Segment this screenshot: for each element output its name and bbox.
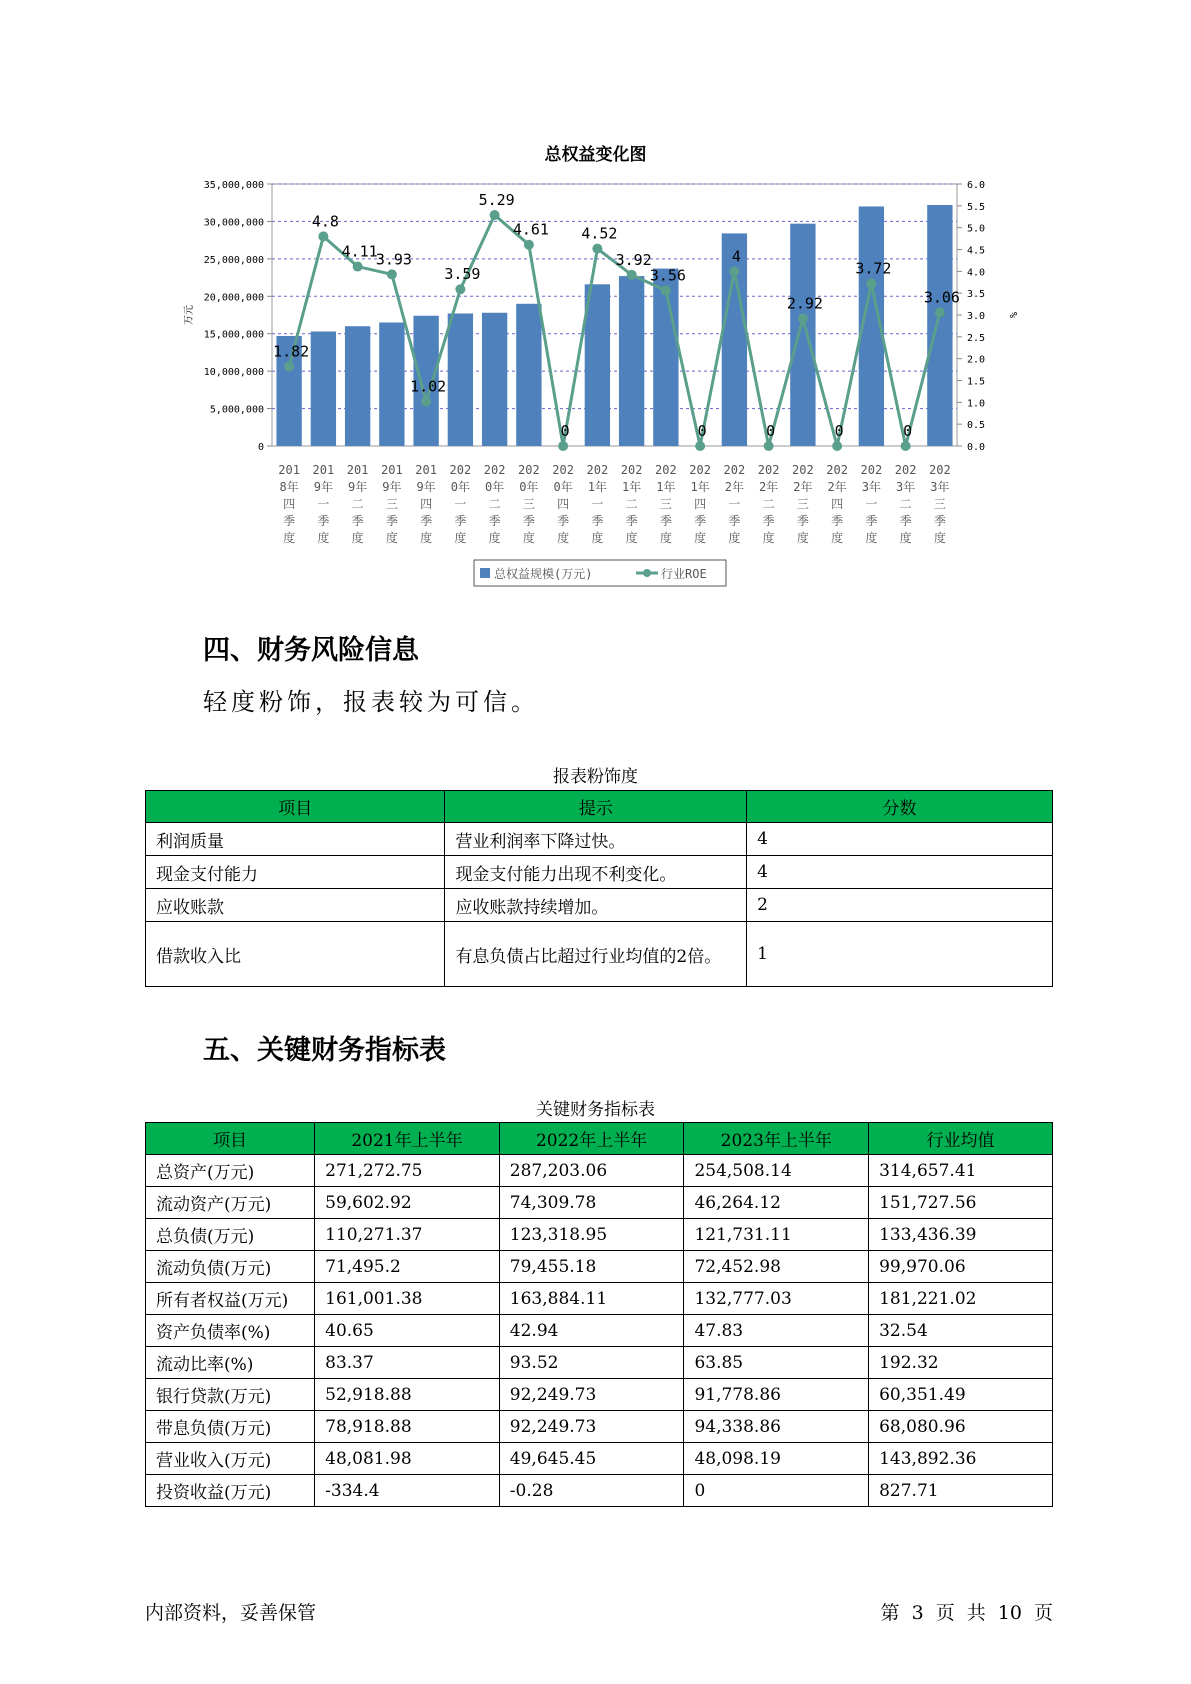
table-row xyxy=(146,1347,1053,1379)
x-tick-label: 0年 xyxy=(519,480,539,494)
x-tick-label: 201 xyxy=(346,463,369,477)
x-tick-label: 9年 xyxy=(348,480,368,494)
roe-data-label: 3.72 xyxy=(855,259,892,278)
table-row xyxy=(146,856,1053,889)
roe-point xyxy=(695,441,705,451)
table-header-cell: 分数 xyxy=(747,791,1053,823)
x-tick-label: 季 xyxy=(591,514,604,528)
x-tick-label: 三 xyxy=(385,497,398,511)
x-tick-label: 202 xyxy=(449,463,472,477)
x-tick-label: 季 xyxy=(831,514,844,528)
x-tick-label: 一 xyxy=(865,497,878,511)
x-tick-label: 二 xyxy=(351,497,364,511)
bar xyxy=(516,304,541,446)
x-tick-label: 一 xyxy=(728,497,741,511)
x-tick-label: 季 xyxy=(899,514,912,528)
table-cell: 42.94 xyxy=(499,1315,684,1347)
table-cell: 48,081.98 xyxy=(315,1443,500,1475)
table-cell: 110,271.37 xyxy=(315,1219,500,1251)
table-cell: 123,318.95 xyxy=(499,1219,684,1251)
x-tick-label: 201 xyxy=(415,463,437,477)
table-cell: 99,970.06 xyxy=(869,1251,1053,1283)
x-tick-label: 一 xyxy=(591,497,604,511)
table-cell: 利润质量 xyxy=(146,823,445,856)
x-tick-label: 二 xyxy=(625,497,638,511)
x-tick-label: 度 xyxy=(351,531,364,545)
x-tick-label: 三 xyxy=(796,497,809,511)
x-tick-label: 202 xyxy=(655,463,677,477)
y-tick-label: 5,000,000 xyxy=(209,404,264,416)
table-cell: 74,309.78 xyxy=(499,1187,684,1219)
table-cell: 流动比率(%) xyxy=(146,1347,315,1379)
roe-point xyxy=(353,262,363,272)
table-header-cell: 项目 xyxy=(146,1123,315,1155)
table-row xyxy=(146,1187,1053,1219)
x-tick-label: 一 xyxy=(317,497,330,511)
x-tick-label: 度 xyxy=(762,531,775,545)
y-tick-label: 0 xyxy=(257,442,264,453)
table-cell: 1 xyxy=(747,922,1053,987)
table-cell: 72,452.98 xyxy=(684,1251,869,1283)
x-tick-label: 度 xyxy=(728,531,741,545)
table-header-cell: 2022年上半年 xyxy=(499,1123,684,1155)
x-tick-label: 0年 xyxy=(485,480,505,494)
table-cell: 48,098.19 xyxy=(684,1443,869,1475)
x-tick-label: 度 xyxy=(625,531,638,545)
bar xyxy=(482,313,507,446)
table-cell: 营业利润率下降过快。 xyxy=(445,823,747,856)
x-tick-label: 3年 xyxy=(896,480,916,494)
table-row xyxy=(146,1251,1053,1283)
roe-data-label: 2.92 xyxy=(786,294,823,313)
x-tick-label: 度 xyxy=(591,531,604,545)
roe-data-label: 1.02 xyxy=(410,377,447,396)
roe-point xyxy=(455,284,465,294)
x-tick-label: 三 xyxy=(522,497,535,511)
table-cell: 4 xyxy=(747,856,1053,889)
y2-tick-label: 5.0 xyxy=(967,223,986,235)
table-cell: -0.28 xyxy=(499,1475,684,1507)
y2-tick-label: 2.5 xyxy=(967,332,986,344)
x-tick-label: 201 xyxy=(312,463,335,477)
roe-data-label: 4.52 xyxy=(581,224,618,243)
x-tick-label: 9年 xyxy=(382,480,402,494)
table-header-cell: 项目 xyxy=(146,791,445,823)
table-cell: 133,436.39 xyxy=(869,1219,1053,1251)
x-tick-label: 9年 xyxy=(313,480,333,494)
x-tick-label: 202 xyxy=(723,463,746,477)
x-tick-label: 二 xyxy=(762,497,775,511)
table-cell: 161,001.38 xyxy=(315,1283,500,1315)
x-tick-label: 季 xyxy=(351,514,364,528)
x-tick-label: 度 xyxy=(385,531,398,545)
table-cell: 93.52 xyxy=(499,1347,684,1379)
bar xyxy=(379,322,404,446)
bar xyxy=(311,331,336,446)
table-header-cell: 提示 xyxy=(445,791,747,823)
legend-line-marker xyxy=(643,569,651,577)
table-cell: 121,731.11 xyxy=(684,1219,869,1251)
x-tick-label: 季 xyxy=(385,514,398,528)
table-cell: -334.4 xyxy=(315,1475,500,1507)
x-tick-label: 度 xyxy=(283,531,296,545)
x-tick-label: 度 xyxy=(488,531,501,545)
roe-point xyxy=(558,441,568,451)
legend-bar-label: 总权益规模(万元) xyxy=(494,567,593,581)
table-cell: 流动负债(万元) xyxy=(146,1251,315,1283)
table-cell: 163,884.11 xyxy=(499,1283,684,1315)
y-tick-label: 30,000,000 xyxy=(203,217,264,229)
x-tick-label: 度 xyxy=(796,531,809,545)
plot-frame xyxy=(272,184,957,446)
y-tick-label: 20,000,000 xyxy=(203,292,264,304)
x-tick-label: 度 xyxy=(659,531,672,545)
table-cell: 49,645.45 xyxy=(499,1443,684,1475)
table-row xyxy=(146,1155,1053,1187)
x-tick-label: 季 xyxy=(694,514,707,528)
x-tick-label: 202 xyxy=(689,463,711,477)
roe-data-label: 4.8 xyxy=(311,212,339,231)
table-cell: 47.83 xyxy=(684,1315,869,1347)
x-tick-label: 0年 xyxy=(450,480,470,494)
table-row xyxy=(146,1475,1053,1507)
table-cell: 所有者权益(万元) xyxy=(146,1283,315,1315)
x-tick-label: 四 xyxy=(831,497,844,511)
x-tick-label: 度 xyxy=(933,531,946,545)
table-cell: 92,249.73 xyxy=(499,1411,684,1443)
roe-data-label: 4.11 xyxy=(341,242,378,261)
roe-point xyxy=(490,210,500,220)
roe-data-label: 4 xyxy=(731,247,741,266)
table-cell: 92,249.73 xyxy=(499,1379,684,1411)
table-row xyxy=(146,889,1053,922)
table-cell: 78,918.88 xyxy=(315,1411,500,1443)
x-tick-label: 季 xyxy=(488,514,501,528)
roe-point xyxy=(935,307,945,317)
kpi-table-caption: 关键财务指标表 xyxy=(536,1100,655,1120)
x-tick-label: 度 xyxy=(454,531,467,545)
table-row xyxy=(146,823,1053,856)
roe-data-label: 0 xyxy=(903,422,913,440)
risk-table xyxy=(145,790,1053,987)
chart-title: 总权益变化图 xyxy=(544,145,647,165)
x-tick-label: 201 xyxy=(278,463,300,477)
y2-tick-label: 1.5 xyxy=(967,376,986,388)
x-tick-label: 四 xyxy=(557,497,570,511)
roe-point xyxy=(387,269,397,279)
x-tick-label: 201 xyxy=(381,463,403,477)
table-cell: 83.37 xyxy=(315,1347,500,1379)
table-cell: 投资收益(万元) xyxy=(146,1475,315,1507)
table-cell: 有息负债占比超过行业均值的2倍。 xyxy=(445,922,747,987)
x-tick-label: 202 xyxy=(586,463,609,477)
x-tick-label: 四 xyxy=(420,497,433,511)
x-tick-label: 三 xyxy=(659,497,672,511)
roe-data-label: 0 xyxy=(766,422,776,440)
x-tick-label: 季 xyxy=(762,514,775,528)
y2-tick-label: 6.0 xyxy=(967,180,986,191)
roe-data-label: 0 xyxy=(560,422,570,440)
legend-line-label: 行业ROE xyxy=(661,567,707,581)
y2-tick-label: 1.0 xyxy=(967,398,986,410)
y2-tick-label: 3.0 xyxy=(967,311,986,322)
table-cell: 借款收入比 xyxy=(146,922,445,987)
roe-point xyxy=(866,279,876,289)
table-cell: 254,508.14 xyxy=(684,1155,869,1187)
x-tick-label: 季 xyxy=(728,514,741,528)
y-tick-label: 10,000,000 xyxy=(203,367,264,379)
roe-data-label: 3.93 xyxy=(375,250,412,269)
table-cell: 181,221.02 xyxy=(869,1283,1053,1315)
table-cell: 应收账款持续增加。 xyxy=(445,889,747,922)
roe-point xyxy=(421,396,431,406)
table-row xyxy=(146,1411,1053,1443)
bar xyxy=(585,284,610,446)
table-header-cell: 行业均值 xyxy=(869,1123,1053,1155)
x-tick-label: 3年 xyxy=(861,480,881,494)
table-cell: 68,080.96 xyxy=(869,1411,1053,1443)
x-tick-label: 1年 xyxy=(690,480,710,494)
table-header-cell: 2023年上半年 xyxy=(684,1123,869,1155)
table-cell: 流动资产(万元) xyxy=(146,1187,315,1219)
table-header-cell: 2021年上半年 xyxy=(315,1123,500,1155)
x-tick-label: 202 xyxy=(826,463,848,477)
table-cell: 91,778.86 xyxy=(684,1379,869,1411)
roe-point xyxy=(901,441,911,451)
roe-point xyxy=(832,441,842,451)
y2-axis-label: % xyxy=(1007,311,1018,319)
footer-page-number: 第 3 页 共 10 页 xyxy=(880,1602,1053,1624)
table-cell: 46,264.12 xyxy=(684,1187,869,1219)
table-cell: 应收账款 xyxy=(146,889,445,922)
x-tick-label: 度 xyxy=(899,531,912,545)
x-tick-label: 0年 xyxy=(553,480,573,494)
x-tick-label: 1年 xyxy=(656,480,676,494)
table-cell: 94,338.86 xyxy=(684,1411,869,1443)
roe-point xyxy=(661,286,671,296)
x-tick-label: 季 xyxy=(659,514,672,528)
legend-bar-swatch xyxy=(480,568,490,578)
x-tick-label: 2年 xyxy=(793,480,813,494)
x-tick-label: 202 xyxy=(929,463,951,477)
y-tick-label: 35,000,000 xyxy=(203,180,264,191)
roe-data-label: 3.56 xyxy=(649,266,686,285)
x-tick-label: 度 xyxy=(522,531,535,545)
x-tick-label: 9年 xyxy=(416,480,436,494)
table-cell: 314,657.41 xyxy=(869,1155,1053,1187)
bar xyxy=(790,224,815,446)
table-cell: 0 xyxy=(684,1475,869,1507)
x-tick-label: 季 xyxy=(317,514,330,528)
table-row xyxy=(146,922,1053,987)
table-cell: 带息负债(万元) xyxy=(146,1411,315,1443)
table-row xyxy=(146,1443,1053,1475)
x-tick-label: 202 xyxy=(860,463,883,477)
table-cell: 32.54 xyxy=(869,1315,1053,1347)
x-tick-label: 202 xyxy=(483,463,506,477)
table-header-row xyxy=(146,1123,1053,1155)
x-tick-label: 四 xyxy=(694,497,707,511)
bar xyxy=(448,314,473,446)
table-header-row xyxy=(146,791,1053,823)
table-cell: 827.71 xyxy=(869,1475,1053,1507)
table-cell: 总负债(万元) xyxy=(146,1219,315,1251)
table-cell: 271,272.75 xyxy=(315,1155,500,1187)
table-cell: 总资产(万元) xyxy=(146,1155,315,1187)
y2-tick-label: 5.5 xyxy=(967,201,986,213)
x-tick-label: 1年 xyxy=(622,480,642,494)
risk-summary: 轻度粉饰，报表较为可信。 xyxy=(203,688,539,716)
footer-confidential: 内部资料，妥善保管 xyxy=(145,1602,317,1624)
x-tick-label: 季 xyxy=(796,514,809,528)
roe-data-label: 0 xyxy=(834,422,844,440)
roe-point xyxy=(729,266,739,276)
x-tick-label: 季 xyxy=(625,514,638,528)
x-tick-label: 季 xyxy=(933,514,946,528)
x-tick-label: 2年 xyxy=(759,480,779,494)
table-cell: 52,918.88 xyxy=(315,1379,500,1411)
x-tick-label: 3年 xyxy=(930,480,950,494)
x-tick-label: 202 xyxy=(620,463,643,477)
table-cell: 银行贷款(万元) xyxy=(146,1379,315,1411)
bar xyxy=(619,276,644,446)
table-cell: 现金支付能力 xyxy=(146,856,445,889)
y2-tick-label: 2.0 xyxy=(967,354,986,366)
x-tick-label: 四 xyxy=(283,497,296,511)
x-tick-label: 202 xyxy=(552,463,574,477)
table-cell: 287,203.06 xyxy=(499,1155,684,1187)
x-tick-label: 1年 xyxy=(587,480,607,494)
x-tick-label: 度 xyxy=(694,531,707,545)
x-tick-label: 三 xyxy=(933,497,946,511)
table-cell: 40.65 xyxy=(315,1315,500,1347)
y-axis-label: 万元 xyxy=(184,305,195,325)
table-cell: 营业收入(万元) xyxy=(146,1443,315,1475)
y-tick-label: 25,000,000 xyxy=(203,254,264,266)
table-cell: 63.85 xyxy=(684,1347,869,1379)
y-tick-label: 15,000,000 xyxy=(203,329,264,341)
table-cell: 资产负债率(%) xyxy=(146,1315,315,1347)
x-tick-label: 季 xyxy=(420,514,433,528)
table-cell: 4 xyxy=(747,823,1053,856)
roe-point xyxy=(318,231,328,241)
y2-tick-label: 3.5 xyxy=(967,289,986,301)
x-tick-label: 202 xyxy=(792,463,814,477)
x-tick-label: 季 xyxy=(454,514,467,528)
table-cell: 60,351.49 xyxy=(869,1379,1053,1411)
table-cell: 2 xyxy=(747,889,1053,922)
roe-data-label: 3.59 xyxy=(444,265,481,284)
y2-tick-label: 4.5 xyxy=(967,245,986,257)
table-cell: 143,892.36 xyxy=(869,1443,1053,1475)
x-tick-label: 季 xyxy=(522,514,535,528)
bar xyxy=(345,326,370,446)
roe-data-label: 5.29 xyxy=(478,191,515,210)
x-tick-label: 二 xyxy=(488,497,501,511)
table-row xyxy=(146,1379,1053,1411)
roe-point xyxy=(592,244,602,254)
table-cell: 79,455.18 xyxy=(499,1251,684,1283)
x-tick-label: 8年 xyxy=(279,480,299,494)
table-cell: 132,777.03 xyxy=(684,1283,869,1315)
x-tick-label: 202 xyxy=(518,463,540,477)
x-tick-label: 2年 xyxy=(724,480,744,494)
x-tick-label: 季 xyxy=(865,514,878,528)
x-tick-label: 二 xyxy=(899,497,912,511)
risk-table-caption: 报表粉饰度 xyxy=(553,767,638,787)
y2-tick-label: 4.0 xyxy=(967,267,986,279)
x-tick-label: 一 xyxy=(454,497,467,511)
roe-data-label: 1.82 xyxy=(273,342,310,361)
roe-point xyxy=(798,313,808,323)
x-tick-label: 202 xyxy=(894,463,917,477)
roe-point xyxy=(524,240,534,250)
table-row xyxy=(146,1283,1053,1315)
x-tick-label: 度 xyxy=(317,531,330,545)
bar xyxy=(927,205,952,446)
roe-point xyxy=(764,441,774,451)
x-tick-label: 度 xyxy=(865,531,878,545)
y2-tick-label: 0.0 xyxy=(967,442,986,453)
x-tick-label: 2年 xyxy=(827,480,847,494)
x-tick-label: 度 xyxy=(557,531,570,545)
table-cell: 192.32 xyxy=(869,1347,1053,1379)
equity-chart xyxy=(0,0,1191,600)
table-cell: 71,495.2 xyxy=(315,1251,500,1283)
section4-title: 四、财务风险信息 xyxy=(203,635,419,666)
roe-data-label: 0 xyxy=(697,422,707,440)
roe-data-label: 4.61 xyxy=(512,220,549,239)
section5-title: 五、关键财务指标表 xyxy=(203,1035,446,1066)
x-tick-label: 度 xyxy=(831,531,844,545)
table-cell: 151,727.56 xyxy=(869,1187,1053,1219)
table-cell: 现金支付能力出现不利变化。 xyxy=(445,856,747,889)
roe-data-label: 3.06 xyxy=(923,288,960,307)
table-cell: 59,602.92 xyxy=(315,1187,500,1219)
x-tick-label: 季 xyxy=(283,514,296,528)
table-row xyxy=(146,1219,1053,1251)
x-tick-label: 度 xyxy=(420,531,433,545)
x-tick-label: 季 xyxy=(557,514,570,528)
kpi-table xyxy=(145,1122,1053,1507)
roe-point xyxy=(284,362,294,372)
roe-point xyxy=(627,270,637,280)
x-tick-label: 202 xyxy=(757,463,780,477)
y2-tick-label: 0.5 xyxy=(967,420,986,432)
table-row xyxy=(146,1315,1053,1347)
roe-data-label: 3.92 xyxy=(615,250,652,269)
